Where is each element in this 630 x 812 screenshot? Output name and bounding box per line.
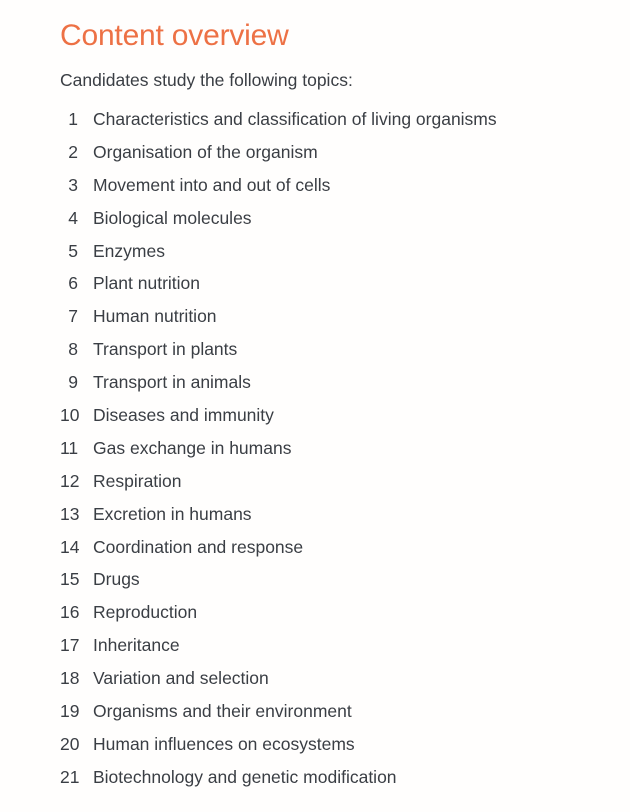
topic-number: 6 [68,273,78,294]
topic-number: 17 [60,635,80,656]
topic-number: 2 [68,141,78,162]
topic-row [60,601,600,634]
topic-row [60,667,600,700]
topic-label: Reproduction [93,602,198,623]
topic-row [60,174,600,207]
topic-number: 20 [60,733,80,754]
topic-row [60,108,600,141]
topic-label: Movement into and out of cells [93,174,331,195]
topic-row [60,338,600,371]
topic-label: Human influences on ecosystems [93,733,355,754]
topic-row [60,141,600,174]
topic-number: 12 [60,470,80,491]
topic-row [60,634,600,667]
topics-list [60,108,600,799]
topic-row [60,240,600,273]
topic-label: Biological molecules [93,207,252,228]
topic-number: 4 [68,207,78,228]
topic-row [60,766,600,799]
topic-label: Transport in animals [93,372,251,393]
topic-label: Excretion in humans [93,503,252,524]
topic-label: Plant nutrition [93,273,201,294]
topic-row [60,404,600,437]
topic-row [60,503,600,536]
topic-number: 5 [68,240,78,261]
topic-number: 9 [68,372,78,393]
topic-number: 15 [60,569,80,590]
topic-row [60,733,600,766]
topic-number: 8 [68,339,78,360]
topic-row [60,568,600,601]
topic-number: 18 [60,668,80,689]
topic-number: 21 [60,766,80,787]
topic-number: 10 [60,405,80,426]
topic-number: 7 [68,306,78,327]
topic-label: Characteristics and classification of living organisms [93,109,497,129]
topic-label: Transport in plants [93,339,238,360]
topic-label: Organisation of the organism [93,141,318,162]
topic-label: Diseases and immunity [93,405,274,426]
topic-label: Coordination and response [93,536,304,557]
topic-label: Respiration [93,470,182,491]
topic-row [60,272,600,305]
topic-number: 3 [68,174,78,195]
topic-label: Human nutrition [93,306,217,327]
topic-label: Inheritance [93,635,180,656]
topic-row [60,536,600,569]
topic-label: Drugs [93,569,140,590]
topic-label: Organisms and their environment [93,701,352,722]
topic-row [60,700,600,733]
topic-number: 1 [68,109,78,129]
topic-row [60,470,600,503]
page-title: Content overview [60,19,289,52]
intro-text: Candidates study the following topics: [60,70,353,90]
topic-number: 16 [60,602,80,623]
topic-row [60,371,600,404]
topic-label: Biotechnology and genetic modification [93,766,397,787]
topic-row [60,437,600,470]
topic-row [60,305,600,338]
topic-label: Gas exchange in humans [93,437,292,458]
topic-label: Variation and selection [93,668,269,689]
topic-number: 14 [60,536,80,557]
topic-number: 11 [60,437,79,458]
topic-row [60,207,600,240]
topic-number: 19 [60,701,80,722]
topic-number: 13 [60,503,80,524]
topic-label: Enzymes [93,240,165,261]
